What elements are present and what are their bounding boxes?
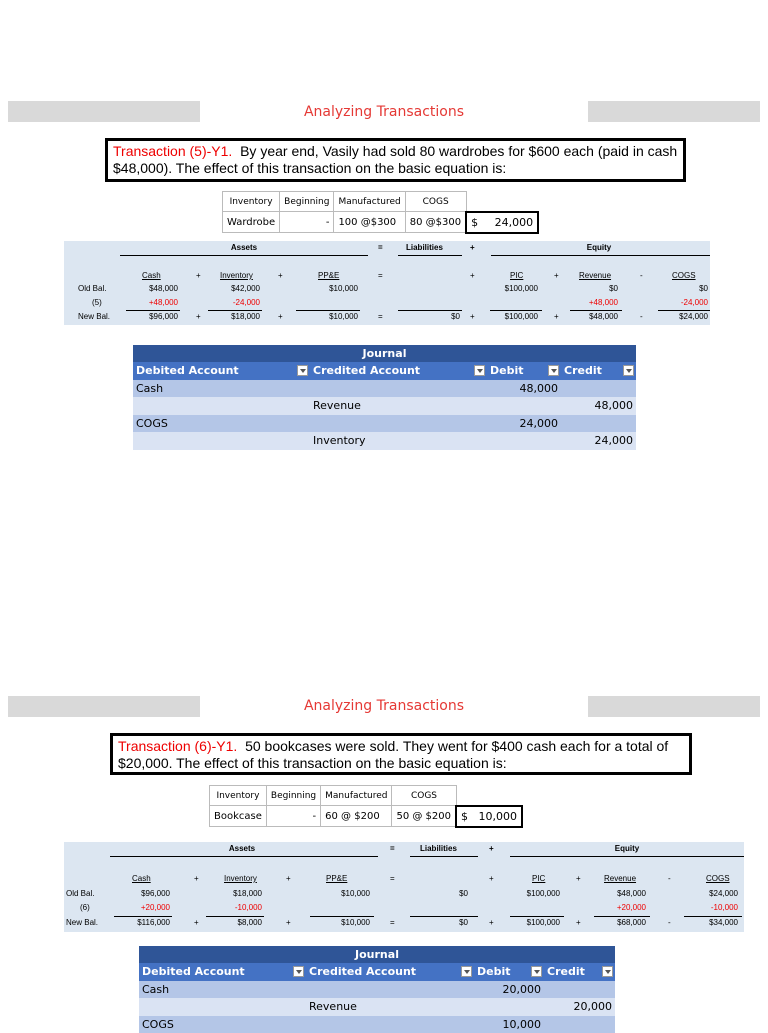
eq-new-cogs: $24,000 bbox=[648, 312, 708, 321]
journal-header-debit-label: Debit bbox=[477, 965, 511, 978]
journal-header-debit-label: Debit bbox=[490, 364, 524, 377]
eq-row-new: New Bal. bbox=[66, 918, 98, 927]
eq-sum-rule-cash bbox=[114, 916, 172, 917]
eq-new-op-3: = bbox=[390, 918, 395, 927]
journal-header-credited-label: Credited Account bbox=[309, 965, 416, 978]
eq-op-1: + bbox=[194, 874, 199, 883]
journal-header-debited-label: Debited Account bbox=[136, 364, 239, 377]
journal-header-credit-label: Credit bbox=[547, 965, 585, 978]
eq-old-revenue: $48,000 bbox=[586, 889, 646, 898]
eq-chg-cash: +48,000 bbox=[118, 298, 178, 307]
eq-old-pic: $100,000 bbox=[478, 284, 538, 293]
inv-beginning: - bbox=[280, 212, 334, 233]
eq-op-4: + bbox=[489, 874, 494, 883]
journal-credited-cell[interactable]: Inventory bbox=[310, 432, 487, 450]
eq-old-cash: $96,000 bbox=[110, 889, 170, 898]
eq-old-cash: $48,000 bbox=[118, 284, 178, 293]
inv-cogs-amount: 24,000 bbox=[495, 216, 534, 229]
transaction-box bbox=[110, 733, 692, 775]
eq-equity-header: Equity bbox=[564, 243, 634, 252]
eq-equals-header: = bbox=[390, 844, 395, 853]
eq-old-inventory: $18,000 bbox=[202, 889, 262, 898]
inv-manufactured: 100 @$300 bbox=[334, 212, 405, 233]
eq-equity-header: Equity bbox=[592, 844, 662, 853]
eq-col-pic: PIC bbox=[532, 874, 545, 883]
journal-row bbox=[139, 981, 615, 999]
eq-new-cogs: $34,000 bbox=[678, 918, 738, 927]
eq-new-op-1: + bbox=[196, 312, 201, 321]
inv-cogs-dollar: $ bbox=[471, 216, 478, 229]
journal-header-credited-label: Credited Account bbox=[313, 364, 420, 377]
filter-dropdown-icon[interactable] bbox=[461, 966, 472, 977]
eq-col-inventory: Inventory bbox=[224, 874, 257, 883]
eq-new-pic: $100,000 bbox=[478, 312, 538, 321]
eq-new-op-6: - bbox=[668, 918, 671, 927]
eq-old-liab: $0 bbox=[408, 889, 468, 898]
eq-col-cash: Cash bbox=[142, 271, 161, 280]
eq-sum-rule-revenue bbox=[594, 916, 650, 917]
eq-col-ppe: PP&E bbox=[326, 874, 347, 883]
eq-plus-header: + bbox=[470, 243, 475, 252]
eq-old-inventory: $42,000 bbox=[200, 284, 260, 293]
eq-op-3: = bbox=[378, 271, 383, 280]
journal-debited-cell[interactable]: COGS bbox=[139, 1016, 306, 1033]
journal-table bbox=[139, 946, 615, 1033]
eq-chg-cogs: -10,000 bbox=[678, 903, 738, 912]
eq-liabilities-header: Liabilities bbox=[420, 844, 457, 853]
inventory-table bbox=[209, 785, 523, 828]
transaction-label: Transaction (6)-Y1. bbox=[118, 738, 237, 754]
journal-header-credit-label: Credit bbox=[564, 364, 602, 377]
eq-new-op-5: + bbox=[576, 918, 581, 927]
eq-col-cash: Cash bbox=[132, 874, 151, 883]
journal-debit-cell[interactable]: 10,000 bbox=[474, 1016, 544, 1033]
eq-row-old: Old Bal. bbox=[78, 284, 106, 293]
eq-op-1: + bbox=[196, 271, 201, 280]
eq-row-change: (5) bbox=[92, 298, 102, 307]
eq-new-op-4: + bbox=[470, 312, 475, 321]
journal-debited-cell[interactable]: Cash bbox=[139, 981, 306, 999]
equation-table bbox=[64, 842, 744, 932]
eq-new-op-2: + bbox=[278, 312, 283, 321]
eq-row-change: (6) bbox=[80, 903, 90, 912]
eq-op-5: + bbox=[554, 271, 559, 280]
eq-col-pic: PIC bbox=[510, 271, 523, 280]
journal-header-debited[interactable] bbox=[139, 963, 306, 981]
journal-header-row bbox=[139, 963, 615, 981]
inv-header-cogs: COGS bbox=[405, 192, 466, 212]
eq-sum-rule-liab bbox=[410, 916, 478, 917]
slide-title: Analyzing Transactions bbox=[0, 104, 768, 120]
journal-credit-cell[interactable]: 48,000 bbox=[561, 397, 636, 415]
journal-credit-cell[interactable] bbox=[544, 1016, 615, 1033]
eq-new-ppe: $10,000 bbox=[310, 918, 370, 927]
inv-item: Bookcase bbox=[210, 806, 267, 827]
eq-sum-rule-inventory bbox=[206, 916, 264, 917]
journal-credit-cell[interactable]: 24,000 bbox=[561, 432, 636, 450]
inv-cogs-units: 50 @ $200 bbox=[392, 806, 456, 827]
journal-header-debit[interactable] bbox=[474, 963, 544, 981]
eq-op-5: + bbox=[576, 874, 581, 883]
journal-header-credited[interactable] bbox=[306, 963, 474, 981]
eq-new-cash: $116,000 bbox=[110, 918, 170, 927]
inv-cogs-total bbox=[456, 806, 522, 827]
filter-dropdown-icon[interactable] bbox=[531, 966, 542, 977]
journal-row bbox=[139, 998, 615, 1016]
eq-new-op-5: + bbox=[554, 312, 559, 321]
eq-old-cogs: $24,000 bbox=[678, 889, 738, 898]
eq-sum-rule-ppe bbox=[310, 916, 374, 917]
eq-row-old: Old Bal. bbox=[66, 889, 94, 898]
eq-new-inventory: $18,000 bbox=[200, 312, 260, 321]
eq-col-cogs: COGS bbox=[706, 874, 730, 883]
eq-assets-rule bbox=[110, 856, 378, 857]
eq-col-inventory: Inventory bbox=[220, 271, 253, 280]
eq-new-ppe: $10,000 bbox=[298, 312, 358, 321]
journal-row bbox=[139, 1016, 615, 1033]
eq-op-2: + bbox=[286, 874, 291, 883]
eq-row-new: New Bal. bbox=[78, 312, 110, 321]
eq-assets-header: Assets bbox=[194, 243, 294, 252]
eq-old-ppe: $10,000 bbox=[298, 284, 358, 293]
eq-chg-inventory: -24,000 bbox=[200, 298, 260, 307]
inv-header-cogs: COGS bbox=[392, 786, 456, 806]
eq-col-revenue: Revenue bbox=[604, 874, 636, 883]
eq-op-3: = bbox=[390, 874, 395, 883]
eq-old-cogs: $0 bbox=[648, 284, 708, 293]
eq-new-revenue: $68,000 bbox=[586, 918, 646, 927]
journal-debited-cell[interactable] bbox=[139, 998, 306, 1016]
journal-credited-cell[interactable]: Revenue bbox=[310, 397, 487, 415]
journal-credit-cell[interactable] bbox=[544, 981, 615, 999]
eq-liabilities-rule bbox=[410, 856, 478, 857]
eq-col-cogs: COGS bbox=[672, 271, 696, 280]
journal-title: Journal bbox=[133, 345, 636, 362]
inv-header-manufactured: Manufactured bbox=[334, 192, 405, 212]
eq-col-revenue: Revenue bbox=[579, 271, 611, 280]
eq-new-op-3: = bbox=[378, 312, 383, 321]
journal-credited-cell[interactable] bbox=[306, 981, 474, 999]
journal-debit-cell[interactable]: 48,000 bbox=[487, 380, 561, 398]
eq-op-4: + bbox=[470, 271, 475, 280]
eq-new-cash: $96,000 bbox=[118, 312, 178, 321]
filter-dropdown-icon[interactable] bbox=[602, 966, 613, 977]
journal-debited-cell[interactable]: COGS bbox=[133, 415, 310, 433]
eq-op-6: - bbox=[668, 874, 671, 883]
eq-new-liab: $0 bbox=[400, 312, 460, 321]
eq-chg-cogs: -24,000 bbox=[648, 298, 708, 307]
eq-sum-rule-cogs bbox=[684, 916, 742, 917]
journal-credit-cell[interactable]: 20,000 bbox=[544, 998, 615, 1016]
slide-title: Analyzing Transactions bbox=[0, 698, 768, 714]
inv-cogs-amount: 10,000 bbox=[479, 810, 518, 823]
inv-header-inventory: Inventory bbox=[223, 192, 280, 212]
inv-header-spacer bbox=[456, 786, 522, 806]
eq-new-op-1: + bbox=[194, 918, 199, 927]
eq-new-op-4: + bbox=[489, 918, 494, 927]
eq-new-op-2: + bbox=[286, 918, 291, 927]
eq-old-ppe: $10,000 bbox=[310, 889, 370, 898]
inv-cogs-units: 80 @$300 bbox=[405, 212, 466, 233]
transaction-text: By year end, Vasily had sold 80 wardrobes for $600 each (paid in cash $48,000). The effect of this transaction on the basic equation is: bbox=[113, 143, 677, 176]
eq-chg-revenue: +20,000 bbox=[586, 903, 646, 912]
eq-equals-header: = bbox=[378, 243, 383, 252]
eq-old-revenue: $0 bbox=[558, 284, 618, 293]
transaction-label: Transaction (5)-Y1. bbox=[113, 143, 232, 159]
journal-debit-cell[interactable]: 20,000 bbox=[474, 981, 544, 999]
eq-sum-rule-pic bbox=[510, 916, 564, 917]
transaction-text: 50 bookcases were sold. They went for $400 cash each for a total of $20,000. The effect of this transaction on the basic equation is: bbox=[118, 738, 668, 771]
inv-header-inventory: Inventory bbox=[210, 786, 267, 806]
eq-equity-rule bbox=[510, 856, 744, 857]
inv-item: Wardrobe bbox=[223, 212, 280, 233]
journal-debit-cell[interactable] bbox=[474, 998, 544, 1016]
eq-new-liab: $0 bbox=[408, 918, 468, 927]
inv-header-beginning: Beginning bbox=[266, 786, 320, 806]
journal-credited-cell[interactable]: Revenue bbox=[306, 998, 474, 1016]
inv-header-manufactured: Manufactured bbox=[321, 786, 392, 806]
eq-chg-cash: +20,000 bbox=[110, 903, 170, 912]
journal-title: Journal bbox=[139, 946, 615, 963]
eq-op-6: - bbox=[640, 271, 643, 280]
eq-col-ppe: PP&E bbox=[318, 271, 339, 280]
journal-debited-cell[interactable]: Cash bbox=[133, 380, 310, 398]
journal-header-debited-label: Debited Account bbox=[142, 965, 245, 978]
inv-cogs-dollar: $ bbox=[461, 810, 468, 823]
eq-assets-header: Assets bbox=[192, 844, 292, 853]
inv-manufactured: 60 @ $200 bbox=[321, 806, 392, 827]
journal-credited-cell[interactable] bbox=[306, 1016, 474, 1033]
inv-beginning: - bbox=[266, 806, 320, 827]
eq-chg-inventory: -10,000 bbox=[202, 903, 262, 912]
inv-header-beginning: Beginning bbox=[280, 192, 334, 212]
eq-new-revenue: $48,000 bbox=[558, 312, 618, 321]
eq-new-op-6: - bbox=[640, 312, 643, 321]
filter-dropdown-icon[interactable] bbox=[293, 966, 304, 977]
eq-chg-revenue: +48,000 bbox=[558, 298, 618, 307]
eq-plus-header: + bbox=[489, 844, 494, 853]
journal-debit-cell[interactable]: 24,000 bbox=[487, 415, 561, 433]
eq-new-inventory: $8,000 bbox=[202, 918, 262, 927]
journal-header-credit[interactable] bbox=[544, 963, 615, 981]
eq-old-pic: $100,000 bbox=[500, 889, 560, 898]
eq-new-pic: $100,000 bbox=[500, 918, 560, 927]
eq-liabilities-header: Liabilities bbox=[406, 243, 443, 252]
eq-op-2: + bbox=[278, 271, 283, 280]
